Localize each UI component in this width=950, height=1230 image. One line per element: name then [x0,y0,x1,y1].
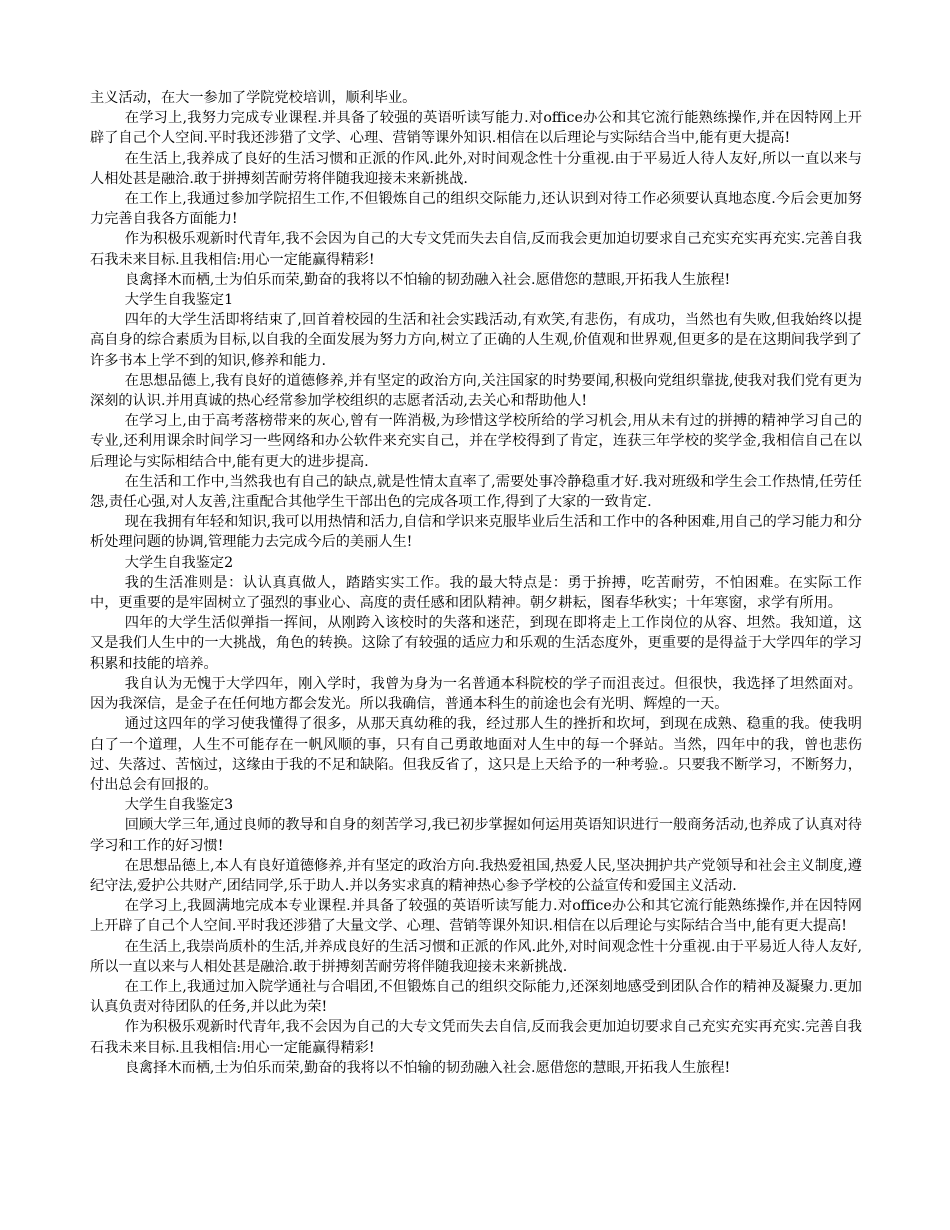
paragraph-study: 在学习上,由于高考落榜带来的灰心,曾有一阵消极,为珍惜这学校所给的学习机会,用从未有过的拼搏的精神学习自己的专业,还利用课余时间学习一些网络和办公软件来充实自己，并在学校得到了肯定，连获三年学校的奖学金,我相信自己在以后理论与实际相结合中,能有更大的进步提高. [90,413,862,470]
paragraph-life-work: 在生活和工作中,当然我也有自己的缺点,就是性情太直率了,需要处事冷静稳重才好.我对班级和学生会工作热情,任劳任怨,责任心强,对人友善,注重配合其他学生干部出色的完成各项工作,得到了大家的一致肯定. [90,473,862,511]
paragraph-work: 在工作上,我通过加入院学通社与合唱团,不但锻炼自己的组织交际能力,还深刻地感受到团队合作的精神及凝聚力.更加认真负责对待团队的任务,并以此为荣! [90,978,862,1016]
paragraph-review: 回顾大学三年,通过良师的教导和自身的刻苦学习,我已初步掌握如何运用英语知识进行一般商务活动,也养成了认真对待学习和工作的好习惯! [90,817,862,854]
paragraph-youth: 作为积极乐观新时代青年,我不会因为自己的大专文凭而失去自信,反而我会更加迫切要求自己充实充实再充实.完善自我石我未来目标.且我相信:用心一定能赢得精彩! [90,1019,862,1056]
document-page [90,88,862,1078]
paragraph-growth: 通过这四年的学习使我懂得了很多，从那天真幼稚的我，经过那人生的挫折和坎坷，到现在成熟、稳重的我。使我明白了一个道理，人生不可能存在一帆风顺的事，只有自己勇敢地面对人生中的每一个驿站。当然，四年中的我，曾也悲伤过、失落过、苦恼过，这缘由于我的不足和缺陷。但我反省了，这只是上天给予的一种考验.。只要我不断学习，不断努力，付出总会有回报的。 [90,716,862,793]
paragraph-study: 在学习上,我圆满地完成本专业课程.并具备了较强的英语听读写能力.对office办公和其它流行能熟练操作,并在因特网上开辟了自己个人空间.平时我还涉猎了大量文学、心理、营销等课外知识.相信在以后理论与实际结合当中,能有更大提高! [90,898,862,935]
paragraph-continued: 主义活动，在大一参加了学院党校培训，顺利毕业。 [90,90,417,106]
paragraph-work: 在工作上,我通过参加学院招生工作,不但锻炼自己的组织交际能力,还认识到对待工作必须要认真地态度.今后会更加努力完善自我各方面能力! [90,191,862,228]
section-heading-1: 大学生自我鉴定1 [124,292,234,309]
paragraph-closing: 良禽择木而栖,士为伯乐而荣,勤奋的我将以不怕输的韧劲融入社会.愿借您的慧眼,开拓我人生旅程! [124,271,731,288]
paragraph-life: 在生活上,我崇尚质朴的生活,并养成良好的生活习惯和正派的作风.此外,对时间观念性十分重视.由于平易近人待人友好,所以一直以来与人相处甚是融洽.敢于拼搏刻苦耐劳将伴随我迎接未来新挑战. [90,938,862,975]
paragraph-life: 在生活上,我养成了良好的生活习惯和正派的作风.此外,对时间观念性十分重视.由于平易近人待人友好,所以一直以来与人相处甚是融洽.敢于拼搏刻苦耐劳将伴随我迎接未来新挑战. [90,150,862,187]
section-heading-2: 大学生自我鉴定2 [124,554,234,571]
paragraph-morality: 在思想品德上,本人有良好道德修养,并有坚定的政治方向.我热爱祖国,热爱人民,坚决拥护共产党领导和社会主义制度,遵纪守法,爱护公共财产,团结同学,乐于助人.并以务实求真的精神热心参予学校的公益宣传和爱国主义活动. [90,857,862,894]
paragraph-closing: 良禽择木而栖,士为伯乐而荣,勤奋的我将以不怕输的韧劲融入社会.愿借您的慧眼,开拓我人生旅程! [124,1059,731,1076]
paragraph-morality: 在思想品德上,我有良好的道德修养,并有坚定的政治方向,关注国家的时势要闻,积极向党组织靠拢,使我对我们党有更为深刻的认识.并用真诚的热心经常参加学校组织的志愿者活动,去关心和帮助他人! [90,372,862,410]
paragraph-future: 现在我拥有年轻和知识,我可以用热情和活力,自信和学识来克服毕业后生活和工作中的各种困难,用自己的学习能力和分析处理问题的协调,管理能力去完成今后的美丽人生! [90,514,862,551]
paragraph-four-years: 四年的大学生活即将结束了,回首着校园的生活和社会实践活动,有欢笑,有悲伤，有成功，当然也有失败,但我始终以提高自身的综合素质为目标,以自我的全面发展为努力方向,树立了正确的人生观,价值观和世界观,但更多的是在这期间我学到了许多书本上学不到的知识,修养和能力. [90,312,862,369]
paragraph-youth: 作为积极乐观新时代青年,我不会因为自己的大专文凭而失去自信,反而我会更加迫切要求自己充实充实再充实.完善自我石我未来目标.且我相信:用心一定能赢得精彩! [90,231,862,268]
section-heading-3: 大学生自我鉴定3 [124,797,234,814]
paragraph-four-years: 四年的大学生活似弹指一挥间，从刚跨入该校时的失落和迷茫，到现在即将走上工作岗位的从容、坦然。我知道，这又是我们人生中的一大挑战，角色的转换。这除了有较强的适应力和乐观的生活态度外，更重要的是得益于大学四年的学习积累和技能的培养。 [90,615,862,672]
paragraph-study: 在学习上,我努力完成专业课程.并具备了较强的英语听读写能力.对office办公和其它流行能熟练操作,并在因特网上开辟了自己个人空间.平时我还涉猎了文学、心理、营销等课外知识.相信在以后理论与实际结合当中,能有更大提高! [90,110,862,147]
paragraph-confidence: 我自认为无愧于大学四年，刚入学时，我曾为身为一名普通本科院校的学子而沮丧过。但很快，我选择了坦然面对。因为我深信，是金子在任何地方都会发光。所以我确信，普通本科生的前途也会有光明、辉煌的一天。 [90,675,862,713]
paragraph-principles: 我的生活准则是：认认真真做人，踏踏实实工作。我的最大特点是：勇于拚搏，吃苦耐劳，不怕困难。在实际工作中，更重要的是牢固树立了强烈的事业心、高度的责任感和团队精神。朝夕耕耘，图春华秋实；十年寒窗，求学有所用。 [90,574,862,612]
